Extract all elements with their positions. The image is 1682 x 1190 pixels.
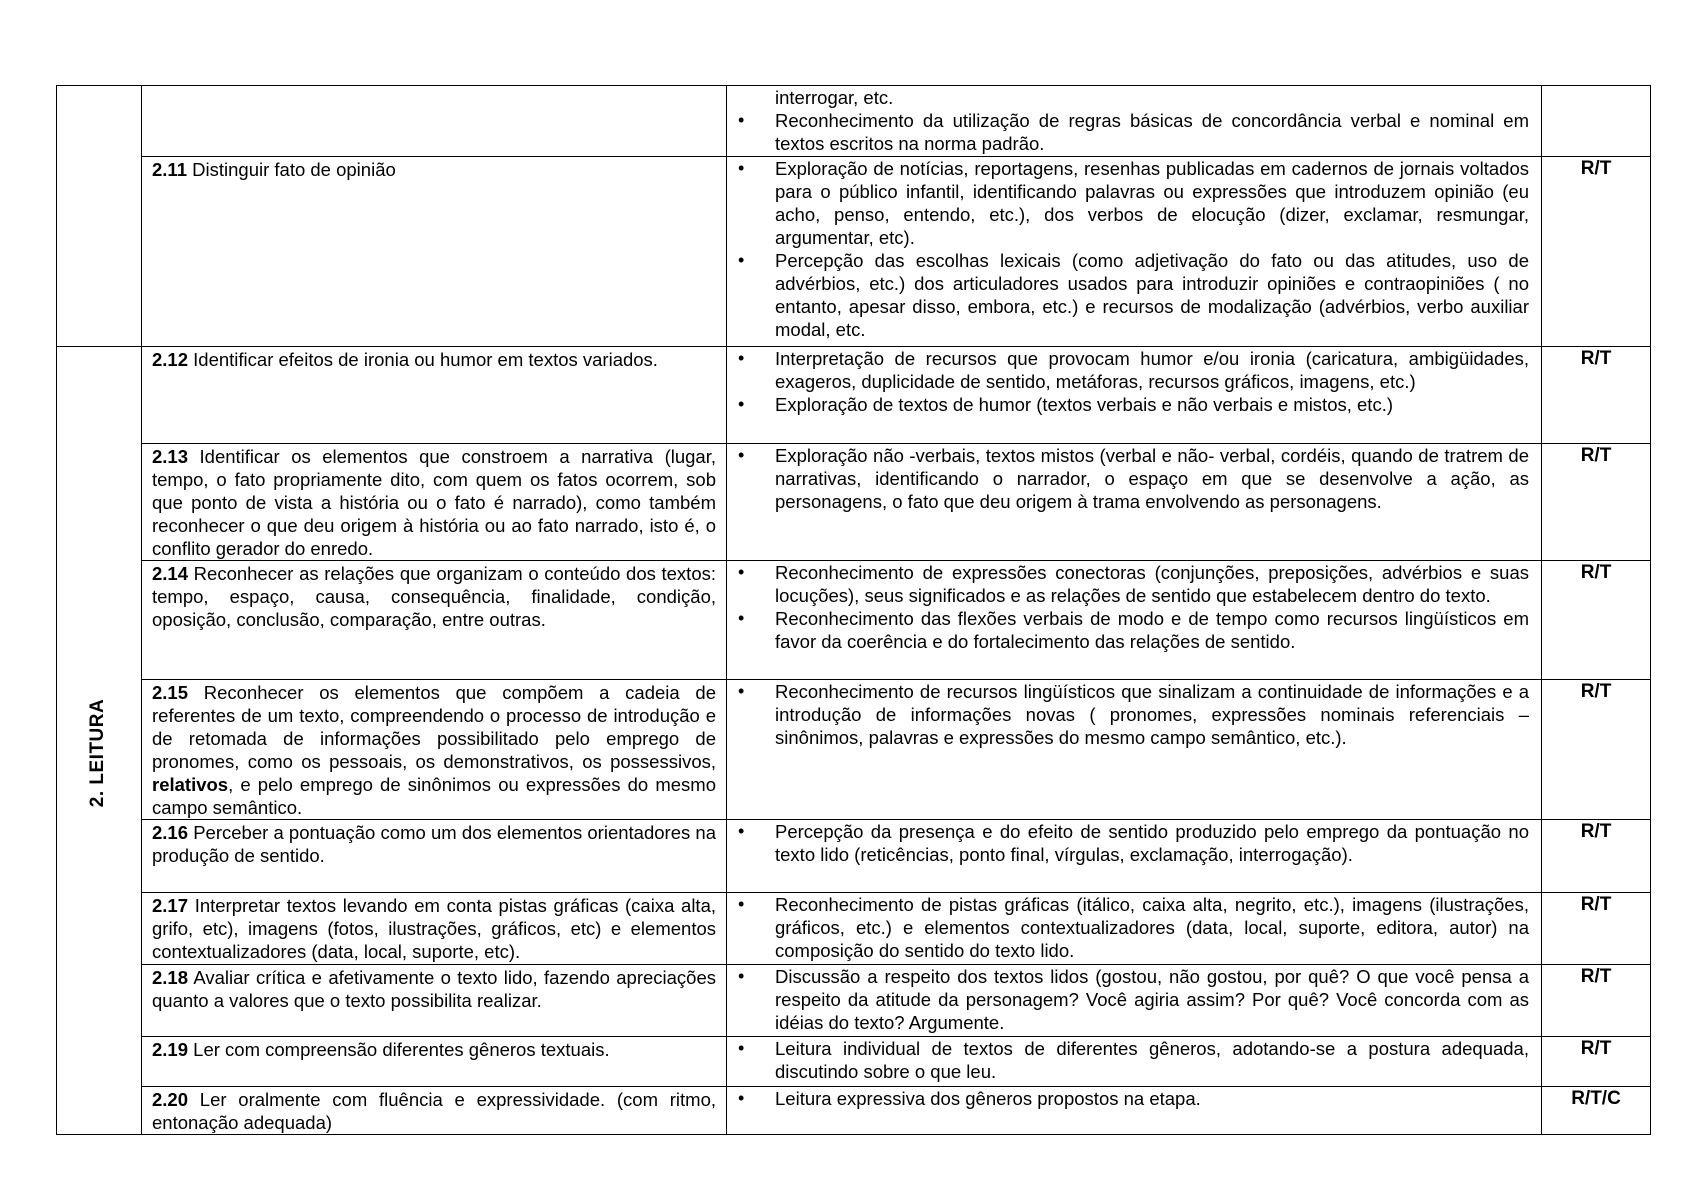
content-item: • Reconhecimento da utilização de regras básicas de concordância verbal e nominal em textos escritos na norma padrão. [727, 109, 1529, 155]
skill-text: Identificar os elementos que constroem a narrativa (lugar, tempo, o fato propriamente dito, com quem os fatos ocorrem, sob que ponto de vista a história ou o fato é narrado), como também reconhecer o que deu origem à história ou ao fato narrado, isto é, o conflito gerador do enredo. [152, 446, 716, 559]
table-row [57, 444, 1651, 561]
skill-cell [142, 893, 727, 965]
skill-code: 2.15 [152, 682, 189, 703]
content-item: • Reconhecimento de recursos lingüísticos que sinalizam a continuidade de informações e a introdução de informações novas ( pronomes, expressões nominais referenciais – sinônimos, palavras e expressões do mesmo campo semântico, etc.). [727, 680, 1529, 749]
content-cell [727, 347, 1542, 444]
skill-cell [142, 965, 727, 1037]
skill-cell [142, 157, 727, 347]
table-row [57, 1037, 1651, 1087]
table-row [57, 86, 1651, 157]
content-cell [727, 893, 1542, 965]
level-cell: R/T [1542, 561, 1651, 680]
content-cell [727, 157, 1542, 347]
skill-code: 2.14 [152, 563, 189, 584]
level-cell: R/T/C [1542, 1087, 1651, 1135]
content-cell [727, 1087, 1542, 1135]
level-cell: R/T [1542, 893, 1651, 965]
content-item: • Leitura individual de textos de diferentes gêneros, adotando-se a postura adequada, discutindo sobre o que leu. [727, 1037, 1529, 1083]
curriculum-table [56, 85, 1651, 1135]
content-item: • Discussão a respeito dos textos lidos (gostou, não gostou, por quê? O que você pensa a respeito da atitude da personagem? Você agiria assim? Por quê? Você concorda com as idéias do texto? Argumente. [727, 965, 1529, 1034]
table-row [57, 561, 1651, 680]
skill-cell [142, 561, 727, 680]
content-item: • Reconhecimento de expressões conectoras (conjunções, preposições, advérbios e suas locuções), seus significados e as relações de sentido que estabelecem dentro do texto. [727, 561, 1529, 607]
skill-cell [142, 820, 727, 893]
skill-text: Ler oralmente com fluência e expressividade. (com ritmo, entonação adequada) [152, 1089, 717, 1133]
content-item: • Reconhecimento de pistas gráficas (itálico, caixa alta, negrito, etc.), imagens (ilustrações, gráficos, etc.) e elementos contextualizadores (data, local, suporte, editora, autor) na composição do sentido do texto lido. [727, 893, 1529, 962]
table-row [57, 680, 1651, 820]
content-item: • Interpretação de recursos que provocam humor e/ou ironia (caricatura, ambigüidades, exageros, duplicidade de sentido, metáforas, recursos gráficos, imagens, etc.) [727, 347, 1529, 393]
skill-code: 2.18 [152, 967, 189, 988]
skill-text: Identificar efeitos de ironia ou humor em textos variados. [193, 349, 658, 370]
content-cell [727, 680, 1542, 820]
table-row [57, 157, 1651, 347]
skill-text: Ler com compreensão diferentes gêneros textuais. [193, 1039, 610, 1060]
skill-text: Perceber a pontuação como um dos elementos orientadores na produção de sentido. [152, 822, 716, 866]
skill-cell [142, 444, 727, 561]
skill-text: Reconhecer as relações que organizam o conteúdo dos textos: tempo, espaço, causa, consequência, finalidade, condição, oposição, conclusão, comparação, entre outras. [152, 563, 717, 630]
content-item: interrogar, etc. [775, 87, 894, 108]
level-cell: R/T [1542, 1037, 1651, 1087]
skill-text: Avaliar crítica e afetivamente o texto lido, fazendo apreciações quanto a valores que o texto possibilita realizar. [152, 967, 717, 1011]
section-label: 2. LEITURA [87, 698, 109, 807]
table-row [57, 820, 1651, 893]
table-row [57, 347, 1651, 444]
content-item: • Percepção das escolhas lexicais (como adjetivação do fato ou das atitudes, uso de advérbios, etc.) dos articuladores usados para introduzir opiniões e contraopiniões ( no entanto, apesar disso, embora, etc.) e recursos de modalização (advérbios, verbo auxiliar modal, etc. [727, 249, 1529, 341]
content-cell [727, 965, 1542, 1037]
skill-text-part: , e pelo emprego de sinônimos ou expressões do mesmo campo semântico. [152, 774, 716, 818]
content-cell [727, 561, 1542, 680]
skill-code: 2.11 [152, 159, 187, 180]
content-cell [727, 1037, 1542, 1087]
skill-text: Distinguir fato de opinião [192, 159, 396, 180]
level-cell: R/T [1542, 157, 1651, 347]
skill-text-bold: relativos [152, 774, 229, 795]
content-item: • Percepção da presença e do efeito de sentido produzido pelo emprego da pontuação no texto lido (reticências, ponto final, vírgulas, exclamação, interrogação). [727, 820, 1529, 866]
table-row [57, 893, 1651, 965]
content-item: • Exploração de textos de humor (textos verbais e não verbais e mistos, etc.) [727, 393, 1529, 416]
skill-code: 2.16 [152, 822, 189, 843]
axis-cell-top [57, 86, 142, 347]
skill-code: 2.12 [152, 349, 189, 370]
content-cell [727, 86, 1542, 157]
level-cell: R/T [1542, 680, 1651, 820]
content-item: • Reconhecimento das flexões verbais de modo e de tempo como recursos lingüísticos em favor da coerência e do fortalecimento das relações de sentido. [727, 607, 1529, 653]
content-cell [727, 444, 1542, 561]
level-cell [1542, 86, 1651, 157]
table-row [57, 1087, 1651, 1135]
skill-code: 2.19 [152, 1039, 189, 1060]
skill-cell [142, 1087, 727, 1135]
skill-cell [142, 347, 727, 444]
level-cell: R/T [1542, 820, 1651, 893]
skill-code: 2.17 [152, 895, 189, 916]
skill-text-part: Reconhecer os elementos que compõem a cadeia de referentes de um texto, compreendendo o processo de introdução e de retomada de informações possibilitado pelo emprego de pronomes, como os pessoais, os demonstrativos, os possessivos, [152, 682, 716, 772]
content-item: • Leitura expressiva dos gêneros propostos na etapa. [727, 1087, 1529, 1110]
level-cell: R/T [1542, 347, 1651, 444]
skill-cell [142, 86, 727, 157]
skill-text: Interpretar textos levando em conta pistas gráficas (caixa alta, grifo, etc), imagens (fotos, ilustrações, gráficos, etc) e elementos contextualizadores (data, local, suporte, etc). [152, 895, 716, 962]
skill-cell [142, 680, 727, 820]
table-row [57, 965, 1651, 1037]
skill-code: 2.13 [152, 446, 189, 467]
section-label-wrapper [56, 690, 141, 815]
content-cell [727, 820, 1542, 893]
content-item: • Exploração de notícias, reportagens, resenhas publicadas em cadernos de jornais voltados para o público infantil, identificando palavras ou expressões que introduzem opinião (eu acho, penso, entendo, etc.), dos verbos de elocução (dizer, exclamar, resmungar, argumentar, etc). [727, 157, 1529, 249]
level-cell: R/T [1542, 444, 1651, 561]
level-cell: R/T [1542, 965, 1651, 1037]
skill-code: 2.20 [152, 1089, 189, 1110]
skill-cell [142, 1037, 727, 1087]
content-item: • Exploração não -verbais, textos mistos (verbal e não- verbal, cordéis, quando de tratrem de narrativas, identificando o narrador, o espaço em que se desenvolve a ação, as personagens, o fato que deu origem à trama envolvendo as personagens. [727, 444, 1529, 513]
